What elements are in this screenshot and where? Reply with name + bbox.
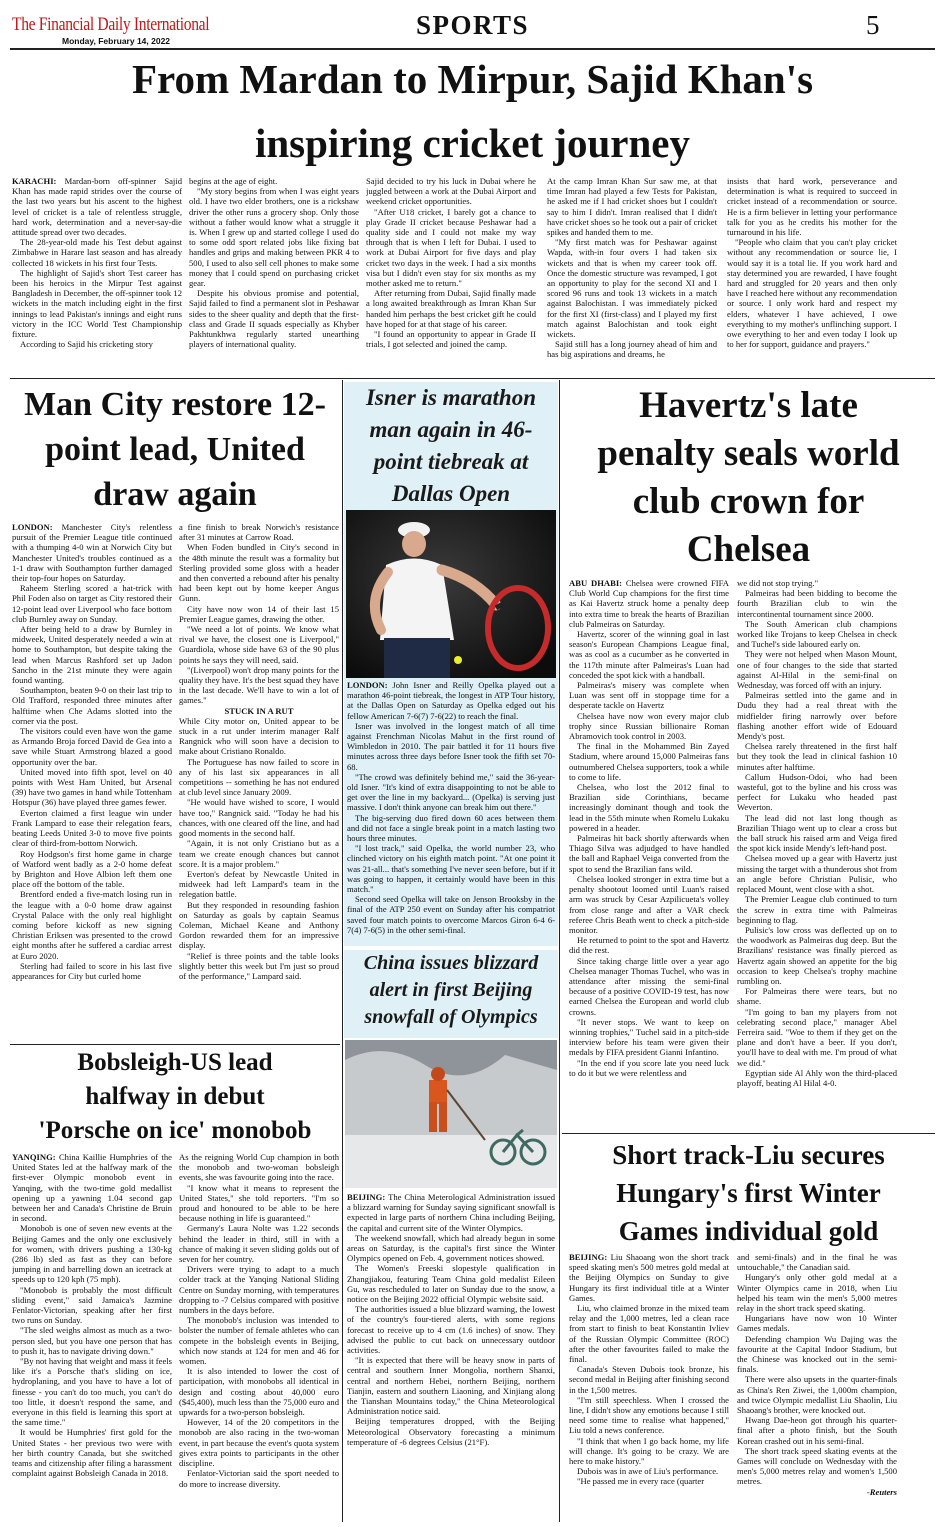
havertz-column-2 — [737, 578, 897, 1128]
paragraph: It is also intended to lower the cost of participation, with monobobs all identical in design and costing about 40,000 euro ($45,400), much less than the 75,000 euro and upwards for a two-person bobsleigh. — [179, 1366, 339, 1418]
liu-column-1 — [569, 1252, 729, 1522]
paragraph: LONDON: John Isner and Reilly Opelka played out a marathon 46-point tiebreak, the longest in ATP Tour history, at the Dallas Open on Saturday as Opelka edged out his fellow American 7-6(7) 7-6(22) to reach the final. — [347, 680, 555, 721]
paragraph: At the camp Imran Khan Sur saw me, at that time Imran had played a few Tests for Pakistan, he asked me if I had cricket shoes but I couldn't say to him I didn't. Imran realised that I didn't have cricket shoes so he took out a pair of cricket spikes and handed them to me. — [547, 176, 717, 238]
paragraph: Drivers were trying to adapt to a much colder track at the Yanqing National Sliding Centre on Sunday morning, with temperatures dropping to -7 Celsius compared with positive numbers in the days before. — [179, 1264, 339, 1316]
paragraph: "We need a lot of points. We know what rival we have, the closest one is Liverpool," Guardiola, whose side have 63 of the 90 plus points he says they will need, said. — [179, 624, 339, 665]
section-label: SPORTS — [415, 10, 530, 40]
paragraph: The short track speed skating events at the Games will conclude on Wednesday with the men's 5,000 metres relay and women's 1,500 metres. — [737, 1445, 897, 1487]
paragraph: "The crowd was definitely behind me," said the 36-year-old Isner. "It's kind of extra disappointing to not be able to get over the line in my backyard... (Opelka) is serving just massive. I don't think anyone can break him out there." — [347, 771, 555, 813]
paragraph: LONDON: Manchester City's relentless pursuit of the Premier League title continued with a thumping 4-0 win at Norwich City but Manchester United's troubles continued as a 1-1 draw with Southampton further damaged their top-four hopes on Saturday. — [12, 522, 172, 584]
bobsleigh-column-1 — [12, 1152, 172, 1520]
mancity-column-2b-body — [179, 716, 339, 981]
paragraph: While City motor on, United appear to be stuck in a rut under interim manager Ralf Rangnick who will soon have a decision to make about Cristiano Ronaldo. — [179, 715, 339, 757]
snow-sweeper-illustration — [345, 1040, 557, 1188]
paragraph: The big-serving duo fired down 60 aces between them and did not face a single break point in a match lasting two hours three minutes. — [347, 812, 555, 844]
paragraph: Sajid decided to try his luck in Dubai where he juggled between a work at the Dubai Airport and weekend cricket opportunities. — [366, 176, 536, 207]
dateline: BEIJING: — [347, 1192, 389, 1202]
paragraph: The South American club champions worked like Trojans to keep Chelsea in check and Tuchel's side laboured early on. — [737, 618, 897, 650]
paragraph: Havertz, scorer of the winning goal in last season's European Champions League final, was as cool as a cucumber as he converted in the 117th minute after Palmeiras's Luan had conceded the spot kick with a handball. — [569, 629, 729, 680]
dateline: ABU DHABI: — [569, 578, 626, 588]
paragraph: "People who claim that you can't play cricket without any recommendation or source lie, I would say it is a total lie. If you work hard and stay determined you are rewarded, I have fought hard and struggled for 20 years and then only have I reached here without any recommendation or source. I only work hard and respect my elders, whatever I have achieved, I owe everything to my mother's unflinching support. I owe everything to her and even today I look up to her for support, guidance and prayers." — [727, 237, 897, 350]
tennis-player-illustration — [346, 510, 556, 678]
paragraph: Everton claimed a first league win under Frank Lampard to ease their relegation fears, beating Leeds United 3-0 to move five points clear of third-from-bottom Norwich. — [12, 807, 172, 849]
lead-bottom-rule — [10, 378, 935, 379]
paragraph: "(Liverpool) won't drop many points for the quality they have. It's the best squad they have in the last decade. We'll have to win a lot of games." — [179, 664, 339, 706]
paragraph: "I'm still speechless. When I crossed the line, I didn't show any emotions because I still need some time to realise what happened," Liu told a news conference. — [569, 1394, 729, 1436]
dateline: YANQING: — [12, 1152, 59, 1162]
paragraph: "I found an opportunity to appear in Grade II trials, I got selected and joined the camp. — [366, 329, 536, 350]
paragraph: He returned to point to the spot and Havertz did the rest. — [569, 935, 729, 956]
paragraph: The Premier League club continued to turn the screw in extra time with Palmeiras beginning to flag. — [737, 894, 897, 925]
paragraph: "After U18 cricket, I barely got a chance to play Grade II cricket because Peshawar had a quality side and I could not make my way through that is when I left for Dubai. I used to work at Dubai Airport for five days and play cricket two days in the week. I had a six months visa but I didn't even stay for six months as my mother asked me to return." — [366, 206, 536, 289]
paragraph: The Portuguese has now failed to score in any of his last six appearances in all competitions -- something he has not endured at club level since January 2009. — [179, 756, 339, 798]
lead-column-4 — [547, 176, 717, 374]
mancity-subhead: STUCK IN A RUT — [224, 705, 294, 716]
paragraph: a fine finish to break Norwich's resistance after 31 minutes at Carrow Road. — [179, 522, 339, 543]
issue-date: Monday, February 14, 2022 — [62, 36, 171, 46]
paragraph: Palmeiras had been bidding to become the fourth Brazilian club to win the intercontinental tournament since 2000. — [737, 588, 897, 619]
liu-column-2-body — [737, 1252, 897, 1487]
lead-column-1 — [12, 176, 182, 374]
paper-name: The Financial Daily International — [12, 14, 210, 35]
lead-column-5 — [727, 176, 897, 374]
paragraph: "My first match was for Peshawar against Wapda, with-in four overs I had taken six wickets and that is when my career took off. Once the domestic structure was revamped, I got an opportunity to play for the second XI and I scored 96 runs and took 13 wickets in a match against Balochistan. I was immediately picked for the first XI (first-class) and I played my first match against Balochistan and took eight wickets. — [547, 237, 717, 340]
paragraph: The visitors could even have won the game as Armando Broja forced David de Gea into a save while Stuart Armstrong blazed a good opportunity over the bar. — [12, 726, 172, 767]
page-number: 5 — [866, 10, 880, 40]
paragraph: begins at the age of eight. — [189, 176, 278, 186]
paragraph: There were also upsets in the quarter-finals as China's Ren Ziwei, the 1,000m champion, and twice Olympic medallist Liu Shaolin, Liu Shaoang's brother, were knocked out. — [737, 1374, 897, 1416]
china-body — [347, 1192, 555, 1520]
paragraph: Despite his obvious promise and potential, Sajid failed to find a permanent slot in Peshawar sides to the sheer quality and depth that the first-class and Grade II squads especially as Khyber Pakhtunkhwa regularly started unearthing players of international quality. — [189, 288, 359, 350]
paragraph: Brentford ended a five-match losing run in the league with a 0-0 home draw against Crystal Palace with the only real highlight coming before kickoff as new signing Christian Eriksen was presented to the crowd eight months after he suffered a cardiac arrest at Euro 2020. — [12, 889, 172, 961]
paragraph: The authorities issued a blue blizzard warning, the lowest of the country's four-tiered alerts, with some regions forecast to receive up to 4 cm (1.6 inches) of snow. They advised the public to cut back on unnecessary outdoor activities. — [347, 1304, 555, 1356]
paragraph: Monobob is one of seven new events at the Beijing Games and the only one exclusively for women, with drivers pushing a 130-kg (286 lb) sled as fast as they can before jumping in and barrelling down an icetrack at speeds up to 120 kph (75 mph). — [12, 1223, 172, 1285]
paragraph: The highlight of Sajid's short Test career has been his heroics in the Mirpur Test against Bangladesh in December, the off-spinner took 12 wickets in the match including eight in the first innings to lead Pakistan's innings and eight runs victory in the ICC World Test Championship fixture. — [12, 267, 182, 340]
paragraph: YANQING: China Kaillie Humphries of the United States led at the halfway mark of the first-ever Olympic monobob event in Yanqing, with the two-time gold medallist opening up a yawning 1.04 second gap between her and Canada's Christine de Bruin in second. — [12, 1152, 172, 1224]
paragraph: Germany's Laura Nolte was 1.22 seconds behind the leader in third, still in with a chance of making it seven sliding golds out of seven for her country. — [179, 1223, 339, 1265]
paragraph: Raheem Sterling scored a hat-trick with Phil Foden also on target as City restored their 12-point lead over Liverpool who face bottom club Burnley away on Sunday. — [12, 583, 172, 624]
bobsleigh-headline-line1: Bobsleigh-US lead — [77, 1049, 273, 1076]
column-rule-right — [559, 380, 560, 1522]
mancity-bottom-rule — [10, 1044, 340, 1045]
paragraph: Sterling had failed to score in his last five appearances for City but curled home — [12, 960, 172, 981]
column-rule-left — [342, 380, 343, 1522]
paragraph: "I think that when I go back home, my life will change. It's going to be crazy. We are here to make history." — [569, 1435, 729, 1467]
paragraph: As the reigning World Cup champion in both the monobob and two-woman bobsleigh events, she was favourite going into the race. — [179, 1152, 339, 1183]
lead-headline-line1: From Mardan to Mirpur, Sajid Khan's — [131, 56, 814, 102]
paragraph: Chelsea looked stronger in extra time but a penalty shootout loomed until Luan's raised arm was struck by Cesar Azpilicueta's volley from close range and after a VAR check referee Chris Beath went to check a pitch-side monitor. — [569, 873, 729, 935]
paragraph: Second seed Opelka will take on Jenson Brooksby in the final of the ATP 250 event on Sunday after his compatriot saved four match points to overcome Marcos Giron 6-4 6-7(4) 7-6(5) in the other semi-final. — [347, 894, 555, 935]
paragraph: "The sled weighs almost as much as a two-person sled, but you have one person that has to push it, has to navigate driving down." — [12, 1325, 172, 1356]
mancity-column-2-body — [179, 522, 339, 706]
china-photo — [345, 1040, 557, 1188]
paragraph: "Again, it is not only Cristiano but as a team we create enough chances but cannot score. It is a major problem." — [179, 838, 339, 869]
paragraph: After returning from Dubai, Sajid finally made a long awaited breakthrough as Imran Khan Sur handed him perhaps the best cricket gift he could have hoped for at that stage of his career. — [366, 288, 536, 329]
paragraph: "He passed me in every race (quarter — [577, 1476, 705, 1487]
paragraph: They were not helped when Mason Mount, one of four changes to the side that started against Al-Hilal in the semi-final on Wednesday, was forced off with an injury. — [737, 649, 897, 691]
paragraph: Liu, who claimed bronze in the mixed team relay and the 1,000 metres, led a clean race from start to finish to beat Konstantin Ivliev of the Russian Olympic Committee (ROC) after the other favourites failed to make the final. — [569, 1303, 729, 1365]
paragraph: Since taking charge little over a year ago Chelsea manager Thomas Tuchel, who was in attendance after missing the semi-final because of a positive COVID-19 test, has now earned Chelsea the European and world club crowns. — [569, 955, 729, 1017]
liu-credit: -Reuters — [866, 1486, 897, 1497]
paragraph: Canada's Steven Dubois took bronze, his second medal in Beijing after finishing second in the 1,500 metres. — [569, 1364, 729, 1395]
paragraph: The Women's Freeski slopestyle qualification in Zhangjiakou, featuring Team China gold medalist Eileen Gu, was rescheduled to later on Sunday due to the snow, a notice on the Beijing 2022 official Olympic website said. — [347, 1263, 555, 1305]
havertz-column-1 — [569, 578, 729, 1128]
paragraph: "He would have wished to score, I would have too," Rangnick said. "Today he had his chances, with one cleared off the line, and had good moments in the second half. — [179, 797, 339, 839]
dateline: BEIJING: — [569, 1252, 611, 1262]
paragraph: Chelsea moved up a gear with Havertz just missing the target with a thunderous shot from an angle before Christian Pulisic, who replaced Mount, went close with a shot. — [737, 853, 897, 895]
paragraph: The lead did not last long though as Brazilian Thiago went up to clear a cross but the ball struck his raised arm and Veiga fired the spot kick inside Mendy's left-hand post. — [737, 812, 897, 854]
dateline: LONDON: — [347, 680, 393, 690]
paragraph: Hungarians have now won 10 Winter Games medals. — [737, 1313, 897, 1334]
paragraph: "It is expected that there will be heavy snow in parts of central and southern Inner Mongolia, northern Shanxi, central and northern Hebei, northern Beijing, northern Tianjin, eastern and southern Liaoning, and Xinjiang along the Tianshan Mountains today," the China Meteorological Administration notice said. — [347, 1355, 555, 1417]
paragraph: When Foden bundled in City's second in the 48th minute the result was a formality but Sterling provided some gloss with a header and then converted a rebound after his penalty had been kept out by home keeper Angus Gunn. — [179, 542, 339, 604]
paragraph: Isner was involved in the longest match of all time against Frenchman Nicolas Mahut in the first round of Wimbledon in 2010. The pair battled it for 11 hours five minutes across three days before Isner took the fifth set 70-68. — [347, 720, 555, 772]
paragraph: Chelsea rarely threatened in the first half but they took the lead in clinical fashion 10 minutes after halftime. — [737, 741, 897, 772]
paragraph: The monobob's inclusion was intended to bolster the number of female athletes who can compete in the bobsleigh events in Beijing, which now stands at 124 for men and 46 for women. — [179, 1315, 339, 1367]
isner-caption — [347, 680, 555, 942]
paragraph: However, 14 of the 20 competitors in the monobob are also racing in the two-woman event, in part because the event's quota system gives extra points to participants in the other discipline. — [179, 1417, 339, 1469]
paragraph: "In the end if you score late you need luck to do it but we were relentless and — [569, 1057, 729, 1078]
paragraph: Chelsea, who lost the 2012 final to Brazilian side Corinthians, became increasingly dominant though and took the lead in the 55th minute when Romelu Lukaku powered in a header. — [569, 782, 729, 833]
paragraph: "I know what it means to represent the United States," she told reporters. "I'm so proud and honoured to be able to be here because nothing in life is guaranteed." — [179, 1182, 339, 1224]
paragraph: But they responded in resounding fashion on Saturday as goals by captain Seamus Coleman, Michael Keane and Anthony Gordon rewarded them for an impressive display. — [179, 899, 339, 951]
liu-headline: Short track-Liu secures Hungary's first Winter Games individual gold — [612, 1140, 885, 1246]
mancity-headline: Man City restore 12-point lead, United draw again — [24, 386, 326, 513]
paragraph: "Relief is three points and the table looks slightly better this week but I'm just so proud of the performance," Lampard said. — [179, 950, 339, 981]
lead-column-2 — [189, 176, 359, 374]
paragraph: Defending champion Wu Dajing was the favourite at the Capital Indoor Stadium, but the Chinese was knocked out in the semi-finals. — [737, 1333, 897, 1375]
paragraph: After being held to a draw by Burnley in midweek, United desperately needed a win at home to Southampton, but despite taking the lead when Marcus Rashford set up Jadon Sancho in the 21st minute they were again found wanting. — [12, 624, 172, 686]
paragraph: "It never stops. We want to keep on winning trophies," Tuchel said in a pitch-side interview before his team were given their medals by FIFA president Gianni Infantino. — [569, 1016, 729, 1058]
paragraph: Callum Hudson-Odoi, who had been wasteful, got to the byline and his cross was perfect for Lukaku who headed past Weverton. — [737, 771, 897, 813]
paragraph: Sajid still has a long journey ahead of him and has big aspirations and dreams, he — [547, 339, 717, 360]
paragraph: Palmeiras settled into the game and in Dudu they had a real threat with the midfielder firing narrowly over before flashing another effort wide of Edouard Mendy's post. — [737, 690, 897, 742]
paragraph: Hungary's only other gold medal at a Winter Olympics came in 2018, when Liu helped his team win the men's 5,000 metres relay in the short track speed skating. — [737, 1272, 897, 1314]
paragraph: It would be Humphries' first gold for the United States - her previous two were with her birth country Canada, but she switched teams and citizenship after filing a harassment complaint against Bobsleigh Canada in 2018. — [12, 1427, 172, 1479]
lead-column-3 — [366, 176, 536, 374]
masthead-rule — [10, 48, 935, 50]
havertz-bottom-rule — [562, 1133, 935, 1134]
paragraph: Everton's defeat by Newcastle United in midweek had left Lampard's team in the relegation battle. — [179, 868, 339, 900]
paragraph: Roy Hodgson's first home game in charge of Watford went badly as a 2-0 home defeat by Brighton and Hove Albion left them one place off the bottom of the table. — [12, 848, 172, 890]
lead-headline-line2: inspiring cricket journey — [254, 120, 691, 166]
paragraph: insists that hard work, perseverance and determination is what is required to succeed in cricket instead of a recommendation or source. He is a firm believer in letting your performance talk for you as he credits his mother for the turnaround in his life. — [727, 176, 897, 238]
bobsleigh-headline-line3: 'Porsche on ice' monobob — [38, 1117, 312, 1144]
mancity-column-1 — [12, 522, 172, 1042]
paragraph: The final in the Mohammed Bin Zayed Stadium, where around 15,000 Palmeiras fans outnumbered Chelsea supporters, took a while to come to life. — [569, 741, 729, 782]
paragraph: For Palmeiras there were tears, but no shame. — [737, 986, 897, 1007]
paragraph: The 28-year-old made his Test debut against Zimbabwe in Harare last season and has already collected 18 wickets in his first four Tests. — [12, 237, 182, 268]
paragraph: KARACHI: Mardan-born off-spinner Sajid Khan has made rapid strides over the course of the last two years but his ascent to the highest level of cricket is a tale of relentless struggle, hard work, determination and a never-say-die attitude spread over two decades. — [12, 176, 182, 238]
paragraph: we did not stop trying." — [737, 578, 819, 588]
bobsleigh-headline-line2: halfway in debut — [85, 1083, 265, 1110]
paragraph: United moved into fifth spot, level on 40 points with West Ham United, but Arsenal (39) have two games in hand while Tottenham Hotspur (36) have played three games fewer. — [12, 766, 172, 808]
dateline: LONDON: — [12, 522, 62, 532]
paragraph: Palmeiras's misery was complete when Luan was sent off in stoppage time for a desperate tackle on Havertz — [569, 680, 729, 711]
havertz-headline: Havertz's late penalty seals world club crown for Chelsea — [597, 385, 900, 570]
dateline: KARACHI: — [12, 176, 65, 186]
paragraph: Dubois was in awe of Liu's performance. — [577, 1466, 719, 1477]
paragraph: "Monobob is probably the most difficult sliding event," said Jamaica's Jazmine Fenlator-Victorian, speaking after her first two runs on Sunday. — [12, 1284, 172, 1326]
paragraph: Southampton, beaten 9-0 on their last trip to Old Trafford, responded three minutes after halftime when Che Adams slotted into the corner via the post. — [12, 685, 172, 726]
isner-photo — [346, 510, 556, 678]
paragraph: The weekend snowfall, which had already begun in some areas on Saturday, is the capital's first since the Winter Olympics opened on Feb. 4, government notices showed. — [347, 1232, 555, 1264]
paragraph: Egyptian side Al Ahly won the third-placed playoff, beating Al Hilal 4-0. — [737, 1067, 897, 1088]
paragraph: Fenlator-Victorian said the sport needed to do more to increase diversity. — [179, 1468, 339, 1489]
liu-column-2 — [737, 1252, 897, 1522]
paragraph: ABU DHABI: Chelsea were crowned FIFA Club World Cup champions for the first time as Kai Havertz struck home a penalty deep into extra time to break the hearts of Brazilian club Palmeiras on Saturday. — [569, 578, 729, 629]
paragraph: Pulisic's low cross was deflected up on to the woodwork as Palmeiras dug deep. But the Brazilians' resistance was finally pierced as Havertz again showed an appetite for the big occasion to keep Chelsea's trophy machine rumbling on. — [737, 924, 897, 986]
china-headline: China issues blizzard alert in first Beijing snowfall of Olympics — [363, 952, 539, 1028]
paragraph: "By not having that weight and mass it feels like it's a Porsche that's sliding on ice, hydroplaning, and you have to have a lot of finesse - you can't do too much, you can't do too little, it doesn't respond the same, and everyone in this field is learning this sport at the same time." — [12, 1356, 172, 1428]
paragraph: Hwang Dae-heon got through his quarter-final after a photo finish, but the South Korean crashed out in his semi-final. — [737, 1415, 897, 1446]
paragraph: Palmeiras hit back shortly afterwards when Thiago Silva was adjudged to have handled the ball and Raphael Veiga converted from the spot to send the Brazilian fans wild. — [569, 833, 729, 874]
paragraph: City have now won 14 of their last 15 Premier League games, drawing the other. — [179, 603, 339, 624]
paragraph: Chelsea have now won every major club trophy since Russian billionaire Roman Abramovich took control in 2003. — [569, 710, 729, 742]
isner-headline: Isner is marathon man again in 46-point tiebreak at Dallas Open — [365, 385, 536, 506]
paragraph: "I lost track," said Opelka, the world number 23, who clinched victory on his eighth match point. "At one point it was 21-all... that's something I've never seen before, but if it was going to happen, it certainly would have been in this match." — [347, 843, 555, 895]
paragraph: BEIJING: The China Meterological Administration issued a blizzard warning for Sunday saying significant snowfall is expected in large parts of northern China including Beijing, the capital and current site of the Winter Olympics. — [347, 1192, 555, 1233]
bobsleigh-column-2 — [179, 1152, 339, 1520]
paragraph: "I'm going to ban my players from not celebrating second place," manager Abel Ferreira said. "Woe to them if they get on the plane and don't have a beer. If you don't, you'll have to deal with me. I'm proud of what we did." — [737, 1006, 897, 1068]
paragraph: "My story begins from when I was eight years old. I have two elder brothers, one is a rickshaw driver the other runs a grocery shop. Only those without a father would know what a struggle it is. When I grew up and started college I used do to some odd sport related jobs like fixing bat handles and grips and making between PKR 4 to 500, I used to also sell cell phones to make some money that I could spend on purchasing cricket gear. — [189, 186, 359, 289]
paragraph: Beijing temperatures dropped, with the Beijing Meteorological Observatory forecasting a minimum temperature of -6 degrees Celsius (21°F). — [347, 1416, 555, 1447]
mancity-column-2 — [179, 522, 339, 1042]
paragraph: BEIJING: Liu Shaoang won the short track speed skating men's 500 metres gold medal at the Beijing Olympics on Sunday to give Hungary its first individual title at a Winter Games. — [569, 1252, 729, 1303]
paragraph: and semi-finals) and in the final he was untouchable," the Canadian said. — [737, 1252, 897, 1273]
paragraph: According to Sajid his cricketing story — [20, 339, 153, 350]
